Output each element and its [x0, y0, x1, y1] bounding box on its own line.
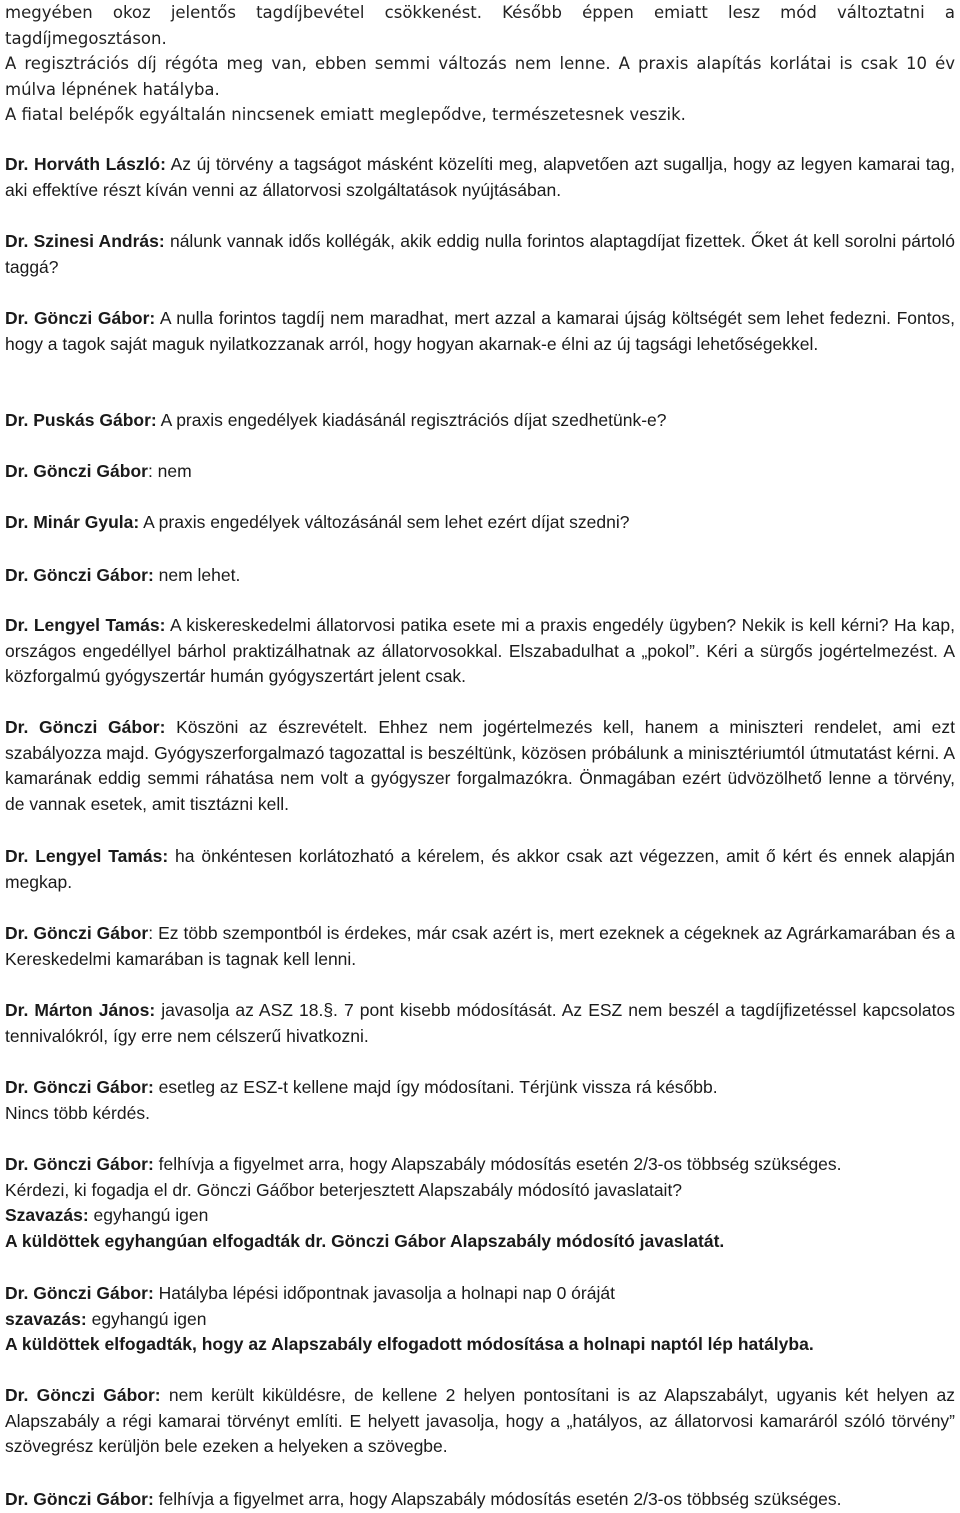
speech-paragraph [5, 998, 955, 1049]
speech-text: A praxis engedélyek változásánál sem lehet ezért díjat szedni? [139, 512, 630, 532]
vote-line [5, 1307, 955, 1333]
speech-text: nem lehet. [153, 565, 241, 585]
speech-text: : Ez több szempontból is érdekes, már csak azért is, mert ezeknek a cégeknek az Agrárkamarában és a Kereskedelmi kamarában is tagnak kell lenni. [5, 923, 955, 969]
speech-text: A praxis engedélyek kiadásánál regisztrációs díjat szedhetünk-e? [156, 410, 667, 430]
speech-text: Hatályba lépési időpontnak javasolja a holnapi nap 0 óráját [153, 1283, 615, 1303]
speech-block [5, 1075, 955, 1126]
intro-section [5, 0, 955, 128]
intro-paragraph: megyében okoz jelentős tagdíjbevétel csökkenést. Később éppen emiatt lesz mód változtatni a tagdíjmegosztáson. [5, 3, 955, 48]
speech-paragraph [5, 1383, 955, 1460]
speech-paragraph [5, 921, 955, 972]
speech-paragraph [5, 613, 955, 690]
decision-text: A küldöttek egyhangúan elfogadták dr. Gönczi Gábor Alapszabály módosító javaslatát. [5, 1230, 725, 1251]
speech-text: javasolja az ASZ 18.§. 7 pont kisebb módosítását. Az ESZ nem beszél a tagdíjfizetéssel kapcsolatos tennivalókról, így erre nem célszerű hivatkozni. [5, 1000, 955, 1046]
intro-paragraph: A regisztrációs díj régóta meg van, ebben semmi változás nem lenne. A praxis alapítás korlátai is csak 10 év múlva lépnének hatályba. [5, 54, 955, 99]
speech-paragraph [5, 510, 955, 536]
speaker-name: Dr. Lengyel Tamás: [5, 846, 169, 866]
decision-line [5, 1332, 955, 1358]
intro-paragraph: A fiatal belépők egyáltalán nincsenek emiatt meglepődve, természetesnek veszik. [5, 105, 686, 125]
speech-paragraph [5, 1075, 955, 1101]
vote-label: Szavazás: [5, 1205, 89, 1226]
speech-text: esetleg az ESZ-t kellene majd így módosítani. Térjünk vissza rá később. [153, 1077, 718, 1097]
speaker-name: Dr. Gönczi Gábor: [5, 717, 166, 737]
speech-paragraph [5, 306, 955, 357]
speech-text: nálunk vannak idős kollégák, akik eddig nulla forintos alaptagdíjat fizettek. Őket át kell sorolni pártoló taggá? [5, 231, 955, 277]
speaker-name: Dr. Minár Gyula: [5, 512, 140, 532]
speech-text: nem került kiküldésre, de kellene 2 helyen pontosítani is az Alapszabályt, ugyanis két helyen az Alapszabály a régi kamarai törvényt említi. E helyett javasolja, hogy a „hatályos, az állatorvosi kamaráról szóló törvény” szövegrész kerüljön bele ezeken a helyeken a szövegbe. [5, 1385, 955, 1457]
vote-result: egyhangú igen [86, 1308, 207, 1329]
speech-paragraph [5, 715, 955, 817]
speech-text: Az új törvény a tagságot másként közelíti meg, alapvetően azt sugallja, hogy az legyen kamarai tag, aki effektíve részt kíván venni az állatorvosi szolgáltatások nyújtásában. [5, 154, 955, 200]
question-line: Kérdezi, ki fogadja el dr. Gönczi Gáőbor beterjesztett Alapszabály módosító javaslatait? [5, 1179, 683, 1200]
speaker-name: Dr. Horváth László: [5, 154, 166, 174]
speech-text: A kiskereskedelmi állatorvosi patika esete mi a praxis engedély ügyben? Nekik is kell kérni? Ha kap, országos engedéllyel bárhol praktizálhatnak az állatorvosokkal. Elszabadulhat a „pokol”. Kéri a sürgős jogértelmezést. A közforgalmú gyógyszertár humán gyógyszertárt jelent csak. [5, 615, 955, 687]
speaker-name: Dr. Lengyel Tamás: [5, 615, 166, 635]
speech-paragraph [5, 844, 955, 895]
speech-text: felhívja a figyelmet arra, hogy Alapszabály módosítás esetén 2/3-os többség szükséges. [153, 1489, 842, 1509]
speech-text: A nulla forintos tagdíj nem maradhat, mert azzal a kamarai újság költségét sem lehet fedezni. Fontos, hogy a tagok saját maguk nyilatkozzanak arról, hogy hogyan akarnak-e élni az új tagsági lehetőségekkel. [5, 308, 955, 354]
speech-text: ha önkéntesen korlátozható a kérelem, és akkor csak azt végezzen, amit ő kért és ennek alapján megkap. [5, 846, 955, 892]
speaker-name: Dr. Szinesi András: [5, 231, 165, 251]
speech-paragraph [5, 152, 955, 203]
speech-block [5, 1281, 955, 1358]
speech-block [5, 1152, 955, 1254]
speaker-name: Dr. Gönczi Gábor: [5, 308, 156, 328]
decision-text: A küldöttek elfogadták, hogy az Alapszabály elfogadott módosítása a holnapi naptól lép hatályba. [5, 1334, 814, 1355]
speech-paragraph [5, 563, 955, 589]
speech-paragraph [5, 408, 955, 434]
speaker-name: Dr. Gönczi Gábor [5, 461, 148, 481]
speaker-name: Dr. Márton János: [5, 1000, 156, 1020]
speaker-name: Dr. Gönczi Gábor [5, 923, 149, 943]
speaker-name: Dr. Gönczi Gábor: [5, 1154, 154, 1174]
decision-line [5, 1229, 955, 1255]
note-line: Nincs több kérdés. [5, 1102, 150, 1123]
vote-result: egyhangú igen [88, 1205, 209, 1226]
vote-line [5, 1203, 955, 1229]
speech-text: Köszöni az észrevételt. Ehhez nem jogértelmezés kell, hanem a miniszteri rendelet, ami ezt szabályozza majd. Gyógyszerforgalmazó tagozattal is beszéltünk, közösen próbálunk a minisztériumtól útmutatást kérni. A kamarának eddig semmi ráhatása nem volt a gyógyszer forgalmazókra. Önmagában ezért üdvözölhető lenne a törvény, de vannak esetek, amit tisztázni kell. [5, 717, 955, 814]
speaker-name: Dr. Puskás Gábor: [5, 410, 157, 430]
speech-text: : nem [147, 461, 192, 481]
speech-paragraph [5, 1487, 955, 1513]
speaker-name: Dr. Gönczi Gábor: [5, 1489, 154, 1509]
speech-paragraph [5, 1152, 955, 1178]
speaker-name: Dr. Gönczi Gábor: [5, 1283, 154, 1303]
speech-text: felhívja a figyelmet arra, hogy Alapszabály módosítás esetén 2/3-os többség szükséges. [153, 1154, 842, 1174]
vote-label: szavazás: [5, 1308, 87, 1329]
speech-paragraph [5, 1281, 955, 1307]
speech-paragraph [5, 459, 955, 485]
speech-paragraph [5, 229, 955, 280]
speaker-name: Dr. Gönczi Gábor: [5, 1385, 161, 1405]
speaker-name: Dr. Gönczi Gábor: [5, 1077, 154, 1097]
speaker-name: Dr. Gönczi Gábor: [5, 565, 154, 585]
